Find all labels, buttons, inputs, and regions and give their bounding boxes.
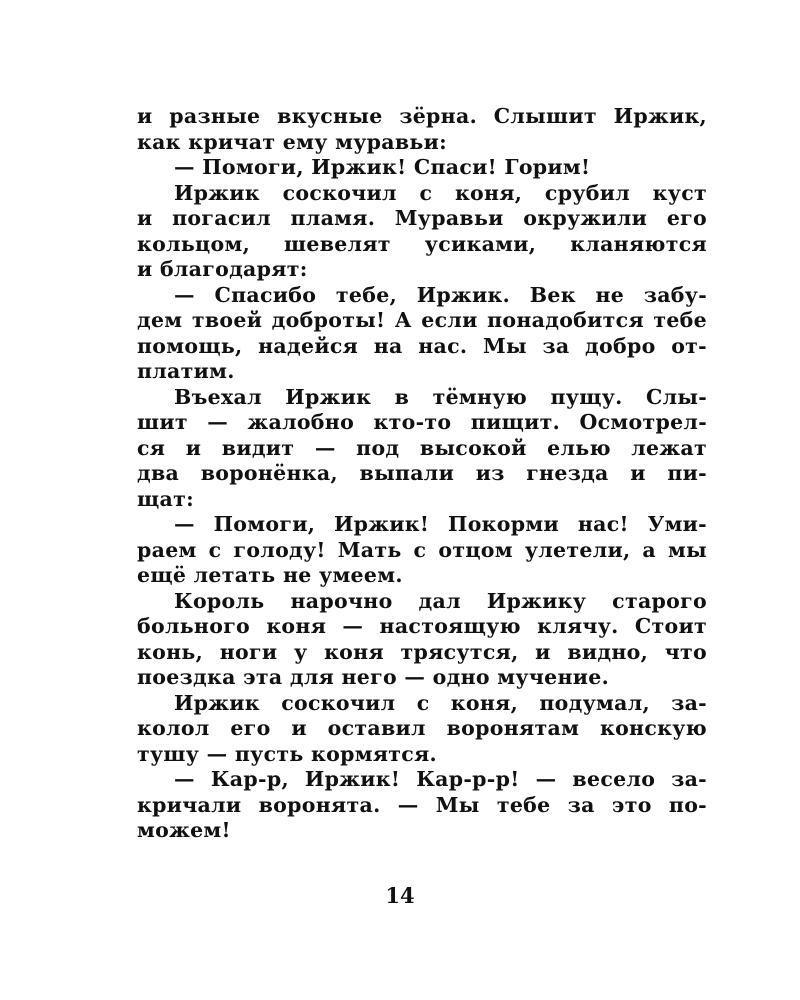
- text-line: два воронёнка, выпали из гнезда и пи-: [137, 461, 707, 485]
- text-line: как кричат ему муравьи:: [137, 129, 447, 154]
- text-line: колол его и оставил воронятам конскую: [137, 716, 707, 740]
- text-line: можем!: [137, 818, 231, 842]
- text-line: ся и видит — под высокой елью лежат: [137, 435, 707, 460]
- text-line: — Помоги, Иржик! Покорми нас! Уми-: [174, 512, 707, 536]
- text-line: больного коня — настоящую клячу. Стоит: [137, 614, 707, 638]
- text-line: щат:: [137, 486, 194, 511]
- text-line: дем твоей доброты! А если понадобится тебе: [137, 308, 707, 332]
- text-line: платим.: [137, 359, 235, 383]
- text-line: и погасил пламя. Муравьи окружили его: [137, 206, 707, 230]
- text-line: Иржик соскочил с коня, подумал, за-: [174, 690, 707, 715]
- text-line: и благодарят:: [137, 257, 308, 281]
- text-line: тушу — пусть кормятся.: [137, 741, 437, 766]
- text-line: ещё летать не умеем.: [137, 563, 403, 587]
- text-line: помощь, надейся на нас. Мы за добро от-: [137, 333, 707, 358]
- text-line: кольцом, шевелят усиками, кланяются: [137, 231, 707, 256]
- text-line: — Спасибо тебе, Иржик. Век не забу-: [174, 282, 707, 307]
- text-line: кричали воронята. — Мы тебе за это по-: [137, 792, 707, 817]
- text-line: Въехал Иржик в тёмную пущу. Слы-: [174, 384, 707, 409]
- body-text: [137, 104, 707, 844]
- page-number: 14: [385, 883, 415, 908]
- text-line: поездка эта для него — одно мучение.: [137, 665, 610, 689]
- text-line: — Помоги, Иржик! Спаси! Горим!: [174, 155, 591, 179]
- text-line: шит — жалобно кто-то пищит. Осмотрел-: [137, 410, 707, 434]
- text-line: раем с голоду! Мать с отцом улетели, а мы: [137, 537, 707, 562]
- text-line: Король нарочно дал Иржику старого: [174, 588, 707, 613]
- text-line: Иржик соскочил с коня, срубил куст: [174, 180, 707, 205]
- text-line: конь, ноги у коня трясутся, и видно, что: [137, 639, 707, 664]
- text-line: и разные вкусные зёрна. Слышит Иржик,: [137, 104, 707, 128]
- text-line: — Кар-р, Иржик! Кар-р-р! — весело за-: [174, 767, 707, 791]
